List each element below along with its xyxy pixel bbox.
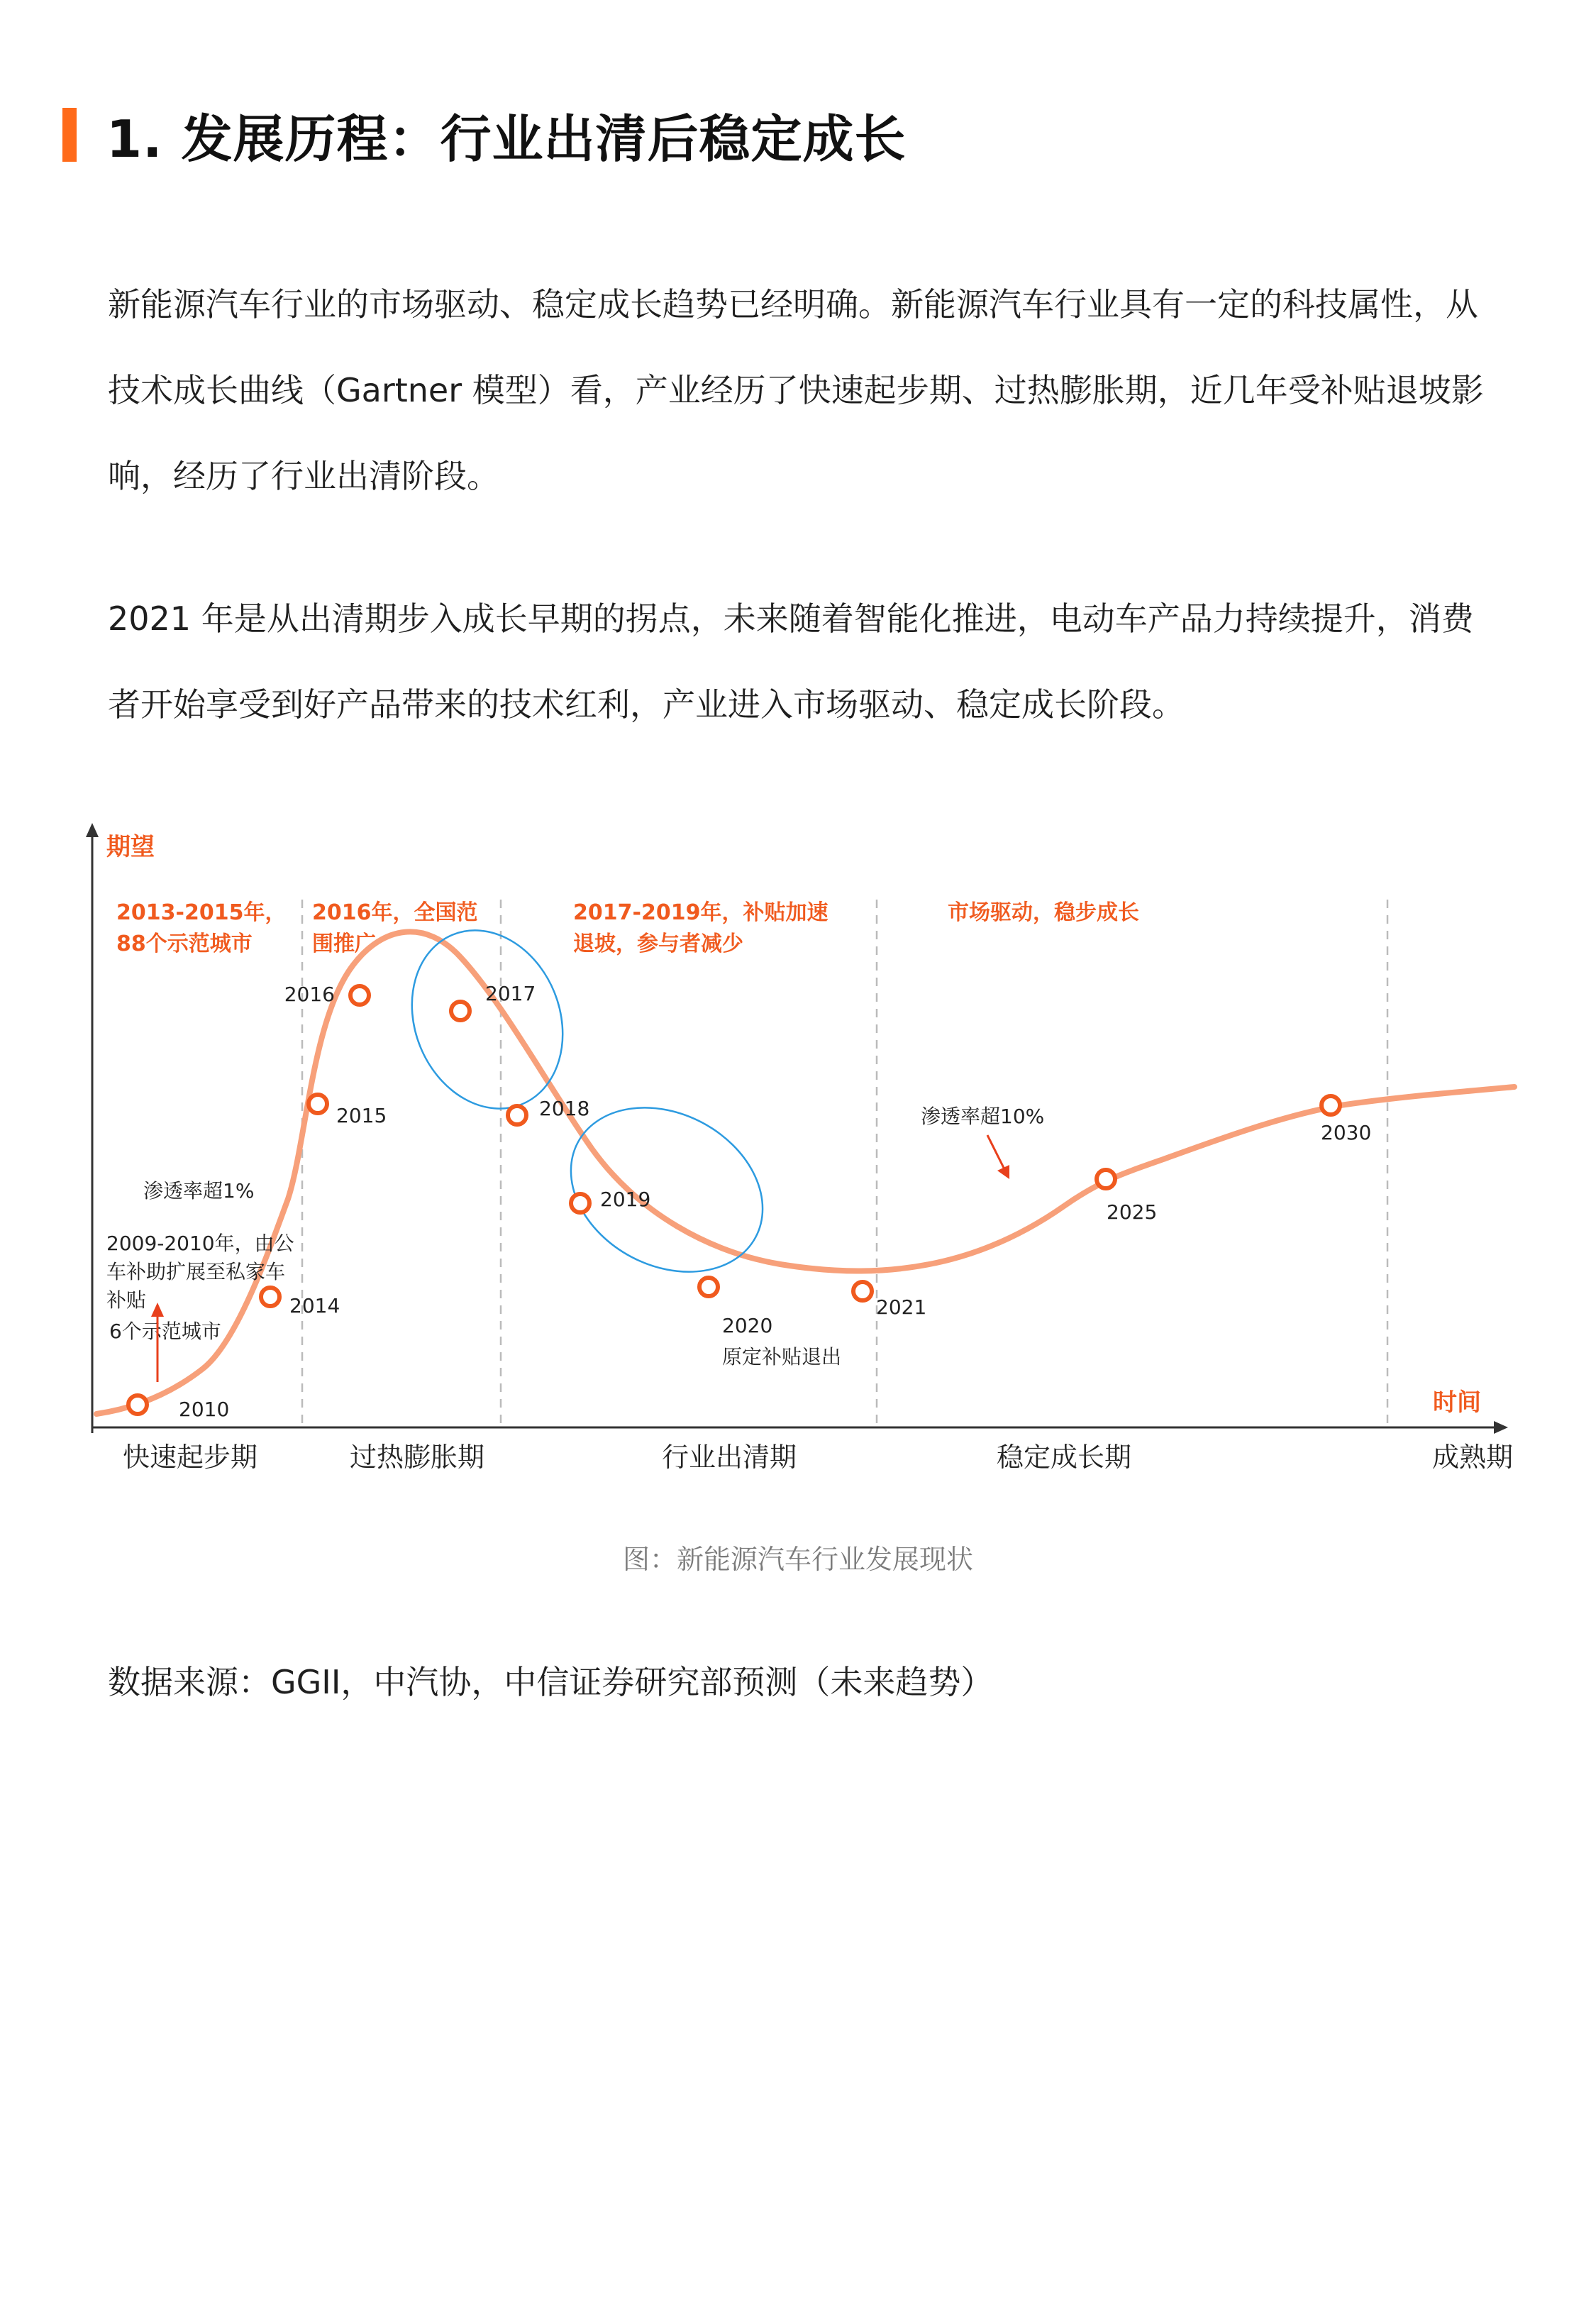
data-point-2014 — [261, 1288, 279, 1306]
year-label-2021: 2021 — [876, 1295, 927, 1319]
data-source: 数据来源：GGII，中汽协，中信证券研究部预测（未来趋势） — [108, 1663, 994, 1701]
year-label-2020: 2020 — [722, 1314, 773, 1337]
data-point-2020 — [699, 1278, 718, 1296]
y-axis-label: 期望 — [106, 833, 155, 861]
phase-label: 成熟期 — [1431, 1442, 1514, 1473]
data-point-2019 — [571, 1194, 589, 1212]
phase-label: 行业出清期 — [661, 1442, 797, 1473]
page-title: 1. 发展历程：行业出清后稳定成长 — [106, 109, 907, 169]
phase-note: 2016年，全国范 — [312, 900, 478, 925]
data-point-2016 — [350, 986, 369, 1005]
penetration-10-note: 渗透率超10% — [921, 1105, 1045, 1128]
intro-paragraph: 新能源汽车行业的市场驱动、稳定成长趋势已经明确。新能源汽车行业具有一定的科技属性，从技术成长曲线（Gartner 模型）看，产业经历了快速起步期、过热膨胀期，近几年受补贴退坡影响，经历了行业出清阶段。 — [108, 285, 1484, 495]
data-point-2017 — [451, 1002, 470, 1020]
year-label-2014: 2014 — [289, 1294, 340, 1317]
year-label-2019: 2019 — [600, 1188, 651, 1211]
data-point-2030 — [1321, 1096, 1340, 1115]
year-label-2010: 2010 — [179, 1398, 230, 1421]
data-point-2015 — [309, 1095, 327, 1113]
annotation-arrow-head — [151, 1303, 164, 1317]
phase-label: 稳定成长期 — [996, 1442, 1132, 1473]
heading-accent-bar — [62, 108, 77, 162]
year-label-2016: 2016 — [284, 983, 335, 1006]
data-point-2010 — [128, 1395, 147, 1414]
annotation-arrow — [987, 1135, 1004, 1169]
year-label-2030: 2030 — [1321, 1121, 1372, 1144]
subsidy-note: 补贴 — [106, 1288, 147, 1312]
six-cities-note: 6个示范城市 — [109, 1320, 221, 1343]
subsidy-note: 车补助扩展至私家车 — [106, 1260, 286, 1283]
phase-note: 2013-2015年， — [116, 900, 287, 925]
gartner-curve-figure — [78, 816, 1525, 1490]
section-heading — [62, 106, 907, 169]
data-point-2025 — [1097, 1170, 1115, 1188]
phase-label: 快速起步期 — [122, 1442, 258, 1473]
figure-caption: 图：新能源汽车行业发展现状 — [622, 1544, 973, 1575]
y-axis-arrow — [86, 823, 99, 837]
subsidy-exit-note: 原定补贴退出 — [722, 1345, 842, 1369]
gartner-curve-chart — [78, 816, 1525, 1490]
phase-note: 2017-2019年，补贴加速 — [573, 900, 829, 925]
x-axis-arrow — [1494, 1421, 1508, 1434]
year-label-2018: 2018 — [539, 1097, 590, 1120]
data-point-2018 — [508, 1106, 526, 1124]
outlook-paragraph: 2021 年是从出清期步入成长早期的拐点，未来随着智能化推进，电动车产品力持续提升，消费者开始享受到好产品带来的技术红利，产业进入市场驱动、稳定成长阶段。 — [108, 599, 1474, 724]
phase-note: 市场驱动，稳步成长 — [948, 900, 1139, 925]
phase-note: 88个示范城市 — [116, 932, 253, 956]
phase-note: 退坡，参与者减少 — [573, 932, 743, 956]
year-label-2025: 2025 — [1107, 1200, 1158, 1224]
data-point-2021 — [853, 1282, 872, 1300]
penetration-1-note: 渗透率超1% — [143, 1179, 255, 1203]
phase-label: 过热膨胀期 — [349, 1442, 485, 1473]
year-label-2017: 2017 — [485, 982, 536, 1005]
subsidy-note: 2009-2010年，由公 — [106, 1232, 294, 1255]
year-label-2015: 2015 — [336, 1104, 387, 1127]
x-axis-label: 时间 — [1433, 1388, 1481, 1417]
phase-note: 围推广 — [312, 932, 376, 956]
